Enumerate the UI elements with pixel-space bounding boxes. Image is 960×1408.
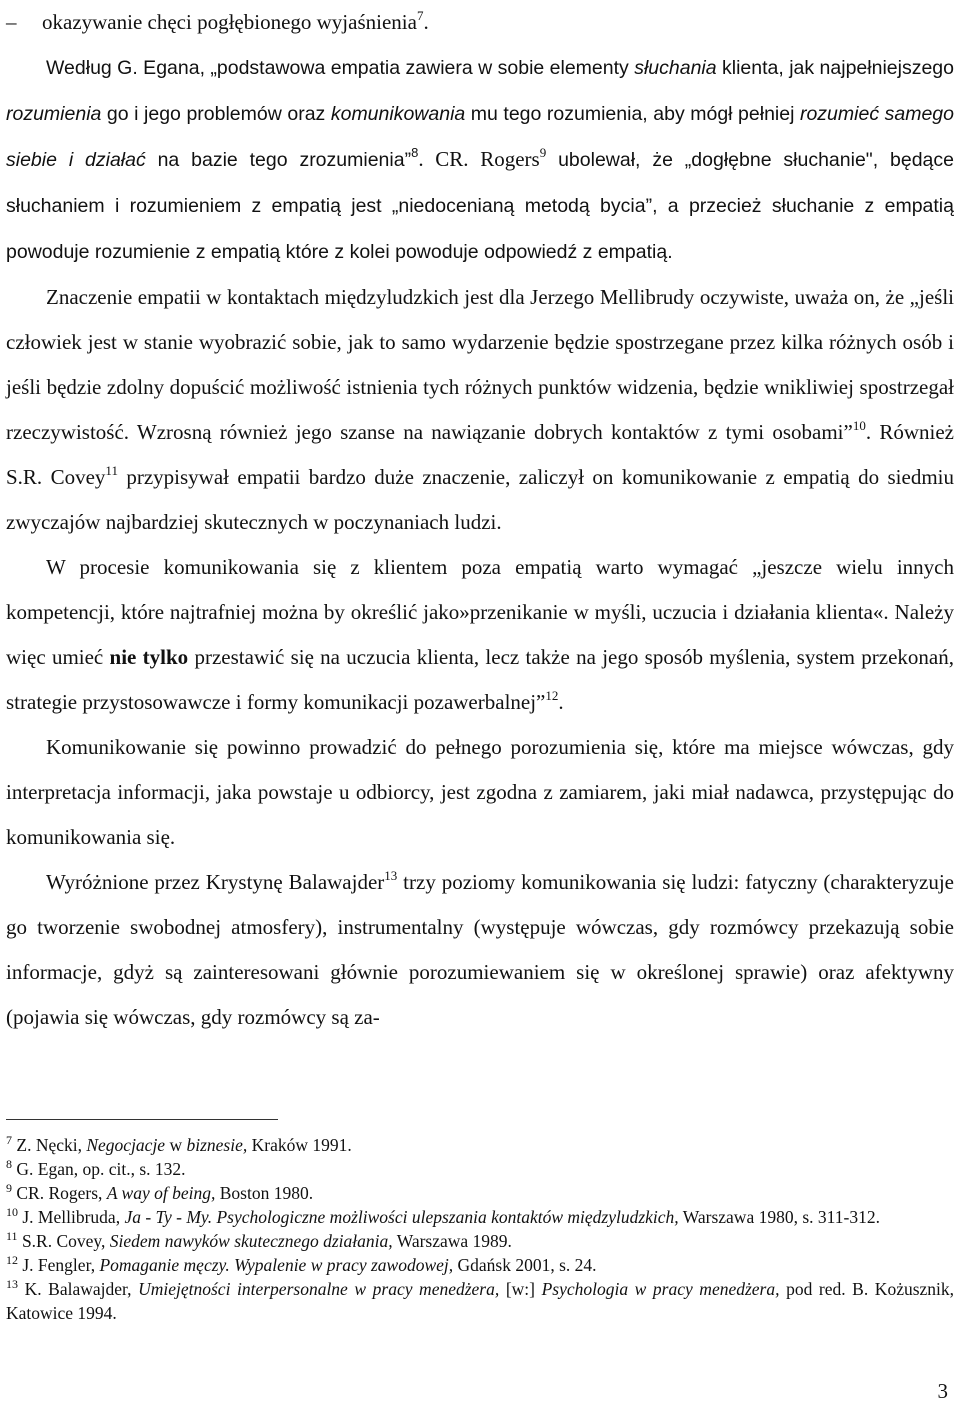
italic-run: biznesie, xyxy=(186,1135,248,1155)
text-run: przestawić się na uczucia klienta, lecz także na jego sposób myślenia, system przekonań, strategie przystosowawcze i formy komunikacji pozawerbalnej” xyxy=(6,645,955,714)
italic-run: A way of being, xyxy=(106,1183,216,1203)
text-run: na bazie tego zrozumienia” xyxy=(145,149,412,171)
footnote-12 xyxy=(6,1253,954,1277)
italic-run: Pomaganie męczy. Wypalenie w pracy zawodowej, xyxy=(99,1255,454,1275)
text-run: w xyxy=(165,1135,187,1155)
text-run: G. Egan, op. cit., s. 132. xyxy=(16,1159,186,1179)
text-run: Warszawa 1989. xyxy=(392,1231,512,1251)
list-item-text: okazywanie chęci pogłębionego wyjaśnienia xyxy=(42,10,417,34)
footnote-number: 10 xyxy=(6,1205,18,1219)
text-run: trzy poziomy komunikowania się ludzi: fatyczny (charakteryzuje go tworzenie swobodnej atmosfery), instrumentalny (występuje wówczas, gdy rozmówcy przekazują sobie informacje, gdyż są zainteresowani głównie porozumiewaniem się w określonej sprawie) oraz afektywny (pojawia się wówczas, gdy rozmówcy są za- xyxy=(6,870,955,1029)
footnote-13 xyxy=(6,1277,954,1325)
text-run: Według G. Egana, „podstawowa empatia zawiera w sobie elementy xyxy=(46,57,635,79)
footnote-ref: 12 xyxy=(545,688,559,703)
text-run: K. Balawajder, xyxy=(24,1279,139,1299)
text-run: J. Fengler, xyxy=(22,1255,100,1275)
text-run: klienta, jak najpełniejszego xyxy=(716,57,954,79)
italic-run: rozumieć samego siebie i działać xyxy=(6,103,954,171)
italic-run: rozumienia xyxy=(6,103,102,125)
italic-run: Ja - Ty - My. Psychologiczne możliwości ulepszania kontaktów międzyludzkich, xyxy=(124,1207,679,1227)
footnote-number: 7 xyxy=(6,1133,12,1147)
text-run: . CR. Rogers xyxy=(418,147,540,171)
text-run: W procesie komunikowania się z klientem poza empatią warto wymagać „jeszcze wielu innych kompetencji, które najtrafniej można by określić jako»przenikanie w myśli, uczucia i działania klienta«. Należy więc umieć xyxy=(6,555,954,669)
paragraph-mellibruda xyxy=(6,275,954,545)
footnote-ref: 7 xyxy=(416,8,424,23)
footnote-7 xyxy=(6,1133,954,1157)
footnote-number: 11 xyxy=(6,1229,18,1243)
italic-run: komunikowania xyxy=(330,103,466,125)
footnote-ref: 9 xyxy=(539,145,547,160)
paragraph-porozumienie xyxy=(6,725,954,860)
text-run: . xyxy=(558,690,564,714)
body-text xyxy=(6,0,954,1040)
paragraph-egan-rogers xyxy=(6,45,954,275)
text-run: S.R. Covey, xyxy=(21,1231,110,1251)
text-run: go i jego problemów oraz xyxy=(101,103,331,125)
text-run: Gdańsk 2001, s. 24. xyxy=(453,1255,597,1275)
bold-run: nie tylko xyxy=(109,645,189,669)
footnote-ref: 10 xyxy=(852,418,866,433)
list-item-dash xyxy=(6,0,954,45)
footnote-number: 8 xyxy=(6,1157,12,1171)
text-run: Z. Nęcki, xyxy=(16,1135,87,1155)
footnote-number: 13 xyxy=(6,1277,18,1291)
text-run: przypisywał empatii bardzo duże znaczenie, zaliczył on komunikowanie z empatią do siedmiu zwyczajów najbardziej skutecznych w poczynaniach ludzi. xyxy=(6,465,954,534)
footnote-ref: 8 xyxy=(411,145,419,160)
text-run: J. Mellibruda, xyxy=(22,1207,125,1227)
italic-run: Negocjacje xyxy=(86,1135,166,1155)
text-run: [w:] xyxy=(499,1279,542,1299)
footnote-divider xyxy=(6,1119,278,1120)
text-run: Komunikowanie się powinno prowadzić do pełnego porozumienia się, które ma miejsce wówczas, gdy interpretacja informacji, jaka powstaje u odbiorcy, jest zgodna z zamiarem, jaki miał nadawca, przystępując do komunikowania się. xyxy=(6,735,954,849)
footnote-8 xyxy=(6,1157,954,1181)
footnote-11 xyxy=(6,1229,954,1253)
text-run: ubolewał, że „dogłębne słuchanie", będące słuchaniem i rozumieniem z empatią jest „niedocenianą metodą bycia”, a przecież słuchanie z empatią powoduje rozumienie z empatią które z kolei powoduje odpowiedź z empatią. xyxy=(6,149,954,263)
footnote-ref: 11 xyxy=(105,463,118,478)
text-run: mu tego rozumienia, aby mógł pełniej xyxy=(465,103,800,125)
document-page xyxy=(6,0,954,1408)
page-number: 3 xyxy=(937,1379,948,1403)
footnote-number: 12 xyxy=(6,1253,18,1267)
text-run: CR. Rogers, xyxy=(16,1183,107,1203)
text-run: Wyróżnione przez Krystynę Balawajder xyxy=(46,870,385,894)
text-run: Boston 1980. xyxy=(215,1183,314,1203)
text-run: Warszawa 1980, s. 311-312. xyxy=(678,1207,880,1227)
text-run: pod red. B. Kożusznik, Katowice 1994. xyxy=(6,1279,955,1323)
italic-run: Umiejętności interpersonalne w pracy menedżera, xyxy=(138,1279,500,1299)
text-run: Znaczenie empatii w kontaktach międzyludzkich jest dla Jerzego Mellibrudy oczywiste, uważa on, że „jeśli człowiek jest w stanie wyobrazić sobie, jak to samo wydarzenie będzie spostrzegane przez kilka różnych osób i jeśli będzie zdolny dopuścić możliwość istnienia tych różnych punktów widzenia, będzie wnikliwiej spostrzegał rzeczywistość. Wzrosną również jego szanse na nawiązanie dobrych kontaktów z tymi osobami” xyxy=(6,285,954,444)
italic-run: Siedem nawyków skutecznego działania, xyxy=(109,1231,393,1251)
footnote-10 xyxy=(6,1205,954,1229)
footnote-number: 9 xyxy=(6,1181,12,1195)
footnote-9 xyxy=(6,1181,954,1205)
dash-bullet: – xyxy=(6,10,17,34)
footnote-ref: 13 xyxy=(384,868,398,883)
punctuation: . xyxy=(423,10,429,34)
italic-run: słuchania xyxy=(634,57,717,79)
italic-run: Psychologia w pracy menedżera, xyxy=(541,1279,780,1299)
text-run: Kraków 1991. xyxy=(247,1135,352,1155)
text-run: . Również S.R. Covey xyxy=(6,420,954,489)
footnotes xyxy=(6,1133,954,1325)
paragraph-balawajder xyxy=(6,860,954,1040)
paragraph-kompetencje xyxy=(6,545,954,725)
